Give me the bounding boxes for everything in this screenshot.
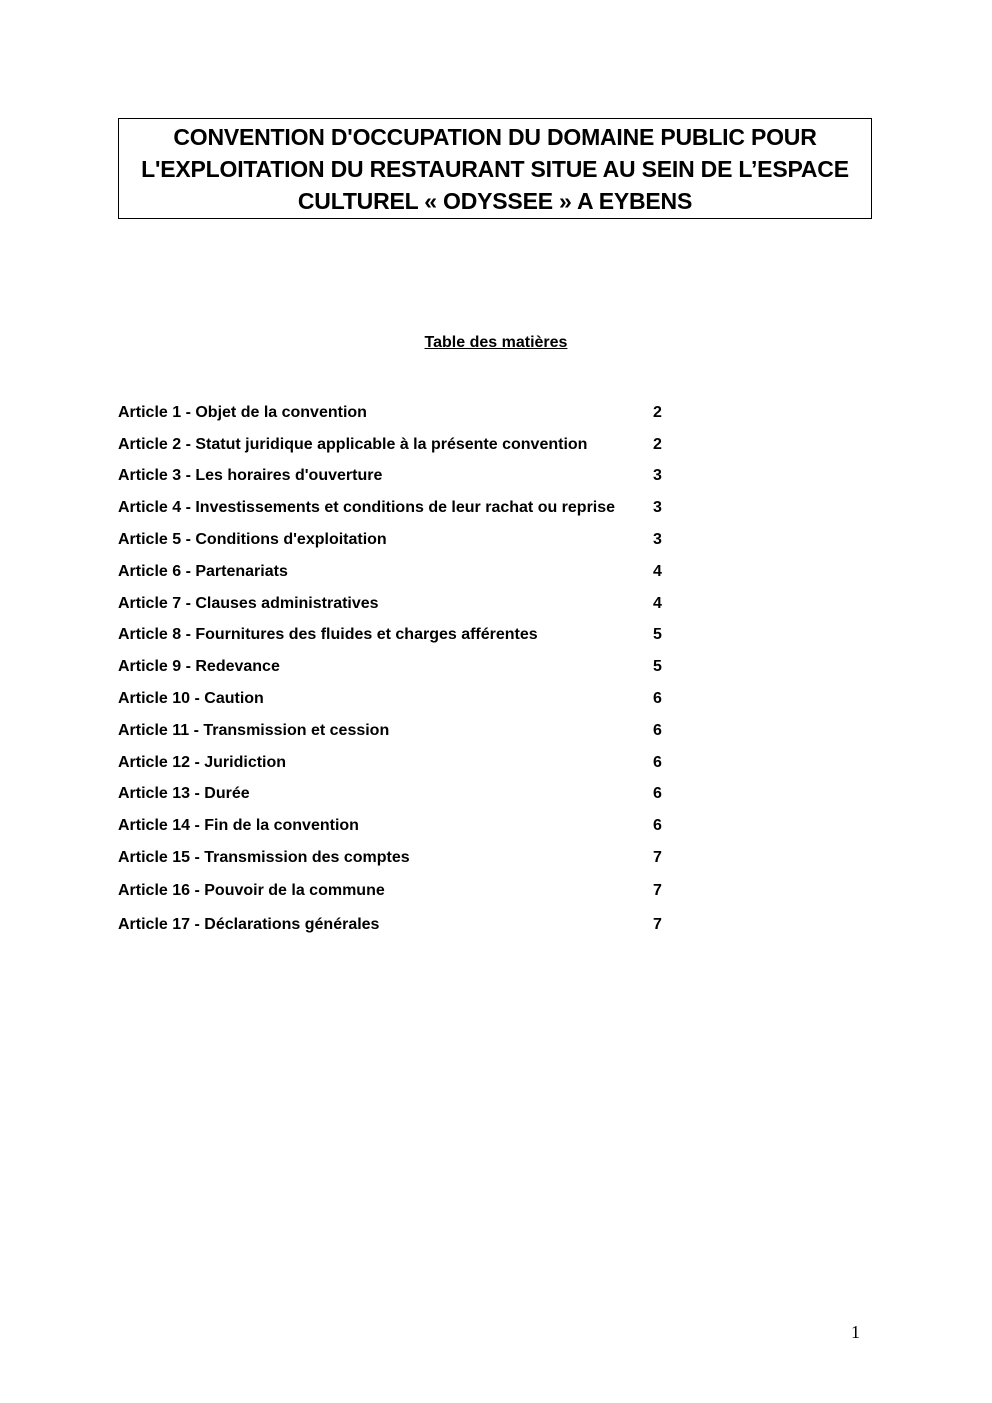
toc-entry-6[interactable] [118,561,678,583]
toc-entry-5[interactable] [118,529,678,551]
toc-entry-15[interactable] [118,847,678,869]
toc-entry-1[interactable] [118,402,678,424]
toc-entry-label: Article 16 - Pouvoir de la commune [118,882,385,899]
toc-entry-11[interactable] [118,720,678,742]
toc-entry-page: 3 [653,531,662,548]
toc-entry-label: Article 17 - Déclarations générales [118,916,380,933]
toc-entry-label: Article 1 - Objet de la convention [118,404,367,421]
toc-entry-page: 3 [653,467,662,484]
toc-entry-page: 6 [653,817,662,834]
toc-entry-10[interactable] [118,688,678,710]
toc-entry-14[interactable] [118,815,678,837]
toc-entry-page: 4 [653,595,662,612]
toc-entry-label: Article 4 - Investissements et conditions de leur rachat ou reprise [118,499,616,516]
toc-entry-label: Article 14 - Fin de la convention [118,817,359,834]
toc-entry-label: Article 8 - Fournitures des fluides et charges afférentes [118,626,538,643]
toc-heading-text: Table des matières [424,334,568,351]
toc-entry-label: Article 6 - Partenariats [118,563,288,580]
toc-entry-12[interactable] [118,752,678,774]
toc-entry-page: 2 [653,436,662,453]
toc-entry-label: Article 9 - Redevance [118,658,280,675]
document-title-line-2: L'EXPLOITATION DU RESTAURANT SITUE AU SEIN DE L’ESPACE [141,155,849,182]
toc-entry-page: 7 [653,916,662,933]
toc-entry-16[interactable] [118,880,678,902]
toc-entry-page: 2 [653,404,662,421]
toc-entry-page: 7 [653,849,662,866]
toc-entry-9[interactable] [118,656,678,678]
toc-entry-2[interactable] [118,434,678,456]
toc-entry-page: 6 [653,690,662,707]
toc-entry-label: Article 5 - Conditions d'exploitation [118,531,387,548]
toc-entry-label: Article 10 - Caution [118,690,264,707]
toc-entry-13[interactable] [118,783,678,805]
toc-entry-page: 5 [653,626,662,643]
toc-entry-label: Article 2 - Statut juridique applicable à la présente convention [118,436,588,453]
toc-entry-page: 6 [653,785,662,802]
toc-entry-label: Article 11 - Transmission et cession [118,722,390,739]
toc-entry-label: Article 12 - Juridiction [118,754,287,771]
toc-entry-17[interactable] [118,914,678,936]
document-title-line-3: CULTUREL « ODYSSEE » A EYBENS [297,187,693,214]
toc-entry-page: 7 [653,882,662,899]
toc-entry-label: Article 3 - Les horaires d'ouverture [118,467,383,484]
page-number: 1 [851,1322,860,1342]
toc-entry-label: Article 15 - Transmission des comptes [118,849,410,866]
toc-entry-7[interactable] [118,593,678,615]
document-title-line-1: CONVENTION D'OCCUPATION DU DOMAINE PUBLIC POUR [173,123,817,150]
toc-heading [0,332,992,354]
toc-entry-3[interactable] [118,465,678,487]
toc-entry-label: Article 13 - Durée [118,785,250,802]
toc-entry-page: 6 [653,754,662,771]
toc-entry-8[interactable] [118,624,678,646]
toc-entry-4[interactable] [118,497,678,519]
toc-entry-label: Article 7 - Clauses administratives [118,595,379,612]
toc-entry-page: 3 [653,499,662,516]
toc-entry-page: 5 [653,658,662,675]
document-title-box [118,118,872,219]
toc-entry-page: 4 [653,563,662,580]
toc-entry-page: 6 [653,722,662,739]
